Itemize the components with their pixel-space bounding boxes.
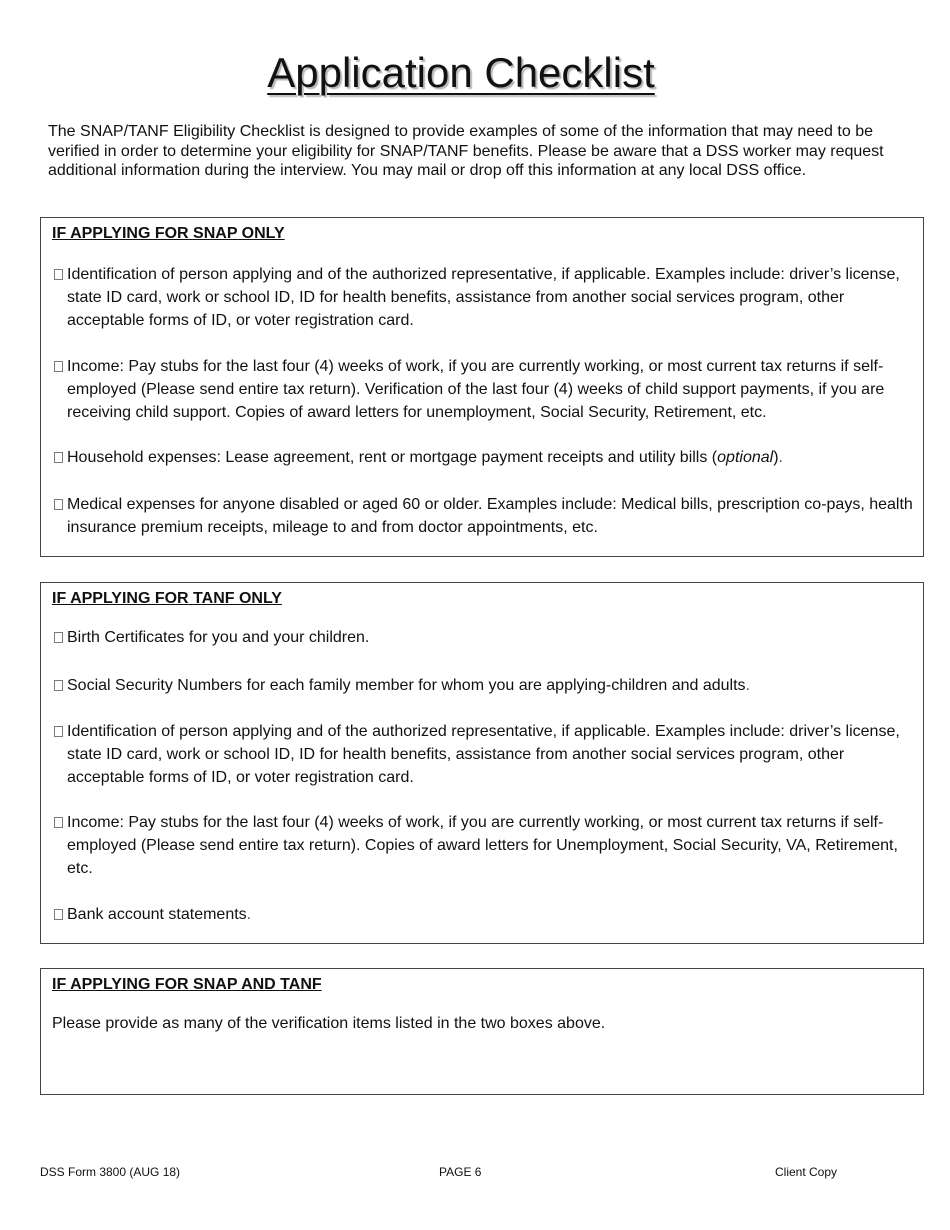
footer-copy-label: Client Copy — [775, 1165, 838, 1179]
snap-only-box — [40, 217, 924, 557]
snap-item-income: Income: Pay stubs for the last four (4) weeks of work, if you are currently working, or most current tax returns if self-employed (Please send entire tax return). Verification of the last four (4) weeks of child support payments, if you are receiving child support. Copies of award letters for unemployment, Social Security, Retirement, etc. — [53, 355, 915, 424]
checkbox-icon[interactable] — [54, 269, 63, 280]
snap-item-identification: Identification of person applying and of the authorized representative, if applicable. Examples include: driver’s license, state ID card, work or school ID, ID for health benefits, assistance from another social services program, other acceptable forms of ID, or voter registration card. — [53, 263, 915, 332]
tanf-item-income: Income: Pay stubs for the last four (4) weeks of work, if you are currently working, or most current tax returns if self-employed (Please send entire tax return). Copies of award letters for Unemployment, Social Security, VA, Retirement, etc. — [53, 811, 915, 880]
page-title — [0, 48, 922, 98]
snap-item-medical-expenses: Medical expenses for anyone disabled or aged 60 or older. Examples include: Medical bills, prescription co-pays, health insurance premium receipts, mileage to and from doctor appointments, etc. — [53, 493, 915, 539]
checkbox-icon[interactable] — [54, 817, 63, 828]
footer-form-number: DSS Form 3800 (AUG 18) — [40, 1165, 181, 1179]
checkbox-icon[interactable] — [54, 632, 63, 643]
snap-and-tanf-heading: IF APPLYING FOR SNAP AND TANF — [52, 976, 322, 993]
tanf-item-social-security: Social Security Numbers for each family member for whom you are applying-children and adults. — [53, 674, 915, 697]
tanf-only-heading: IF APPLYING FOR TANF ONLY — [52, 590, 282, 607]
snap-only-heading: IF APPLYING FOR SNAP ONLY — [52, 225, 285, 242]
tanf-item-bank-statements: Bank account statements. — [53, 903, 915, 926]
page-title-text: Application Checklist — [267, 49, 655, 96]
intro-paragraph: The SNAP/TANF Eligibility Checklist is designed to provide examples of some of the information that may need to be verified in order to determine your eligibility for SNAP/TANF benefits. Please be aware that a DSS worker may request additional information during the interview. You may mail or drop off this information at any local DSS office. — [48, 123, 884, 179]
footer-page-number: PAGE 6 — [439, 1165, 482, 1179]
snap-and-tanf-box — [40, 968, 924, 1095]
checkbox-icon[interactable] — [54, 909, 63, 920]
tanf-item-birth-certificates: Birth Certificates for you and your children. — [53, 626, 915, 649]
optional-text: optional — [717, 449, 774, 466]
snap-and-tanf-note: Please provide as many of the verification items listed in the two boxes above. — [52, 1015, 606, 1032]
tanf-item-identification: Identification of person applying and of the authorized representative, if applicable. Examples include: driver’s license, state ID card, work or school ID, ID for health benefits, assistance from another social services program, other acceptable forms of ID, or voter registration card. — [53, 720, 915, 789]
checkbox-icon[interactable] — [54, 361, 63, 372]
checkbox-icon[interactable] — [54, 726, 63, 737]
snap-item-household-expenses: Household expenses: Lease agreement, rent or mortgage payment receipts and utility bills (optional). — [53, 446, 915, 469]
checkbox-icon[interactable] — [54, 499, 63, 510]
checkbox-icon[interactable] — [54, 452, 63, 463]
checkbox-icon[interactable] — [54, 680, 63, 691]
tanf-only-box — [40, 582, 924, 944]
